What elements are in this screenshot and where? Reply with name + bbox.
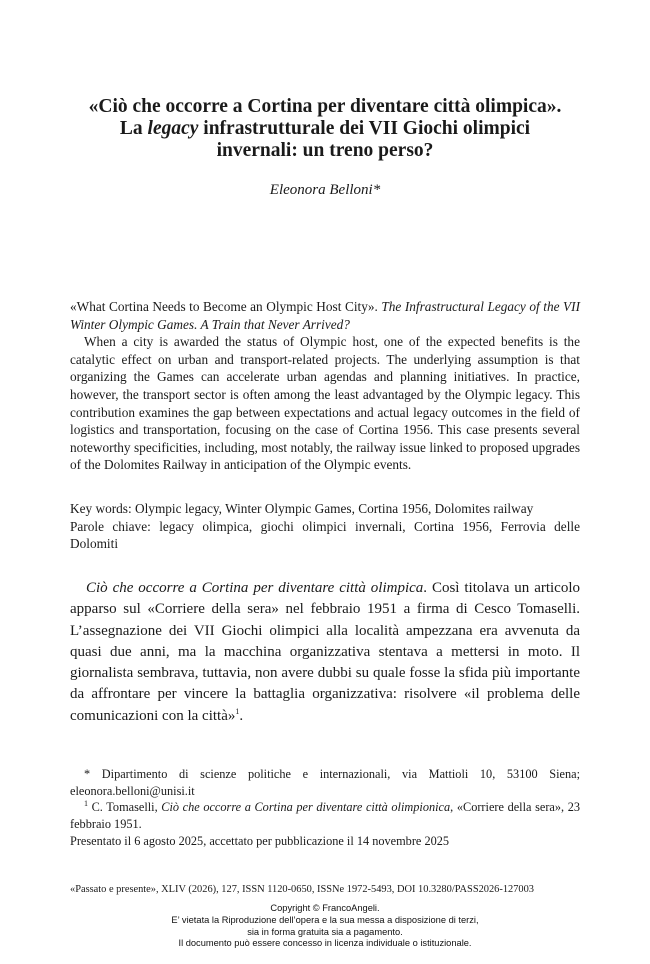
abstract-title-plain: «What Cortina Needs to Become an Olympic Host City».	[70, 299, 382, 314]
body-end: .	[239, 707, 244, 724]
copyright-line-2: E’ vietata la Riproduzione dell’opera e la sua messa a disposizione di terzi,	[171, 914, 479, 925]
keywords-block	[70, 500, 580, 553]
copyright-line-1: Copyright © FrancoAngeli.	[270, 903, 380, 913]
journal-citation: «Passato e presente», XLIV (2026), 127, ISSN 1120-0650, ISSNe 1972-5493, DOI 10.3280/PASS2026-127003	[70, 884, 535, 895]
copyright-line-4: Il documento può essere concesso in licenza individuale o istituzionale.	[178, 938, 472, 949]
footnote-1-plain: C. Tomaselli,	[88, 800, 162, 815]
title-line-2-prefix: La	[119, 118, 148, 139]
english-abstract	[70, 298, 580, 474]
title-line-1: «Ciò che occorre a Cortina per diventare città olimpica».	[88, 96, 562, 117]
author-name: Eleonora Belloni*	[269, 182, 381, 198]
keywords-italian: Parole chiave: legacy olimpica, giochi olimpici invernali, Cortina 1956, Ferrovia delle Dolomiti	[70, 518, 580, 552]
article-title	[60, 96, 590, 162]
submission-dates: Presentato il 6 agosto 2025, accettato per pubblicazione il 14 novembre 2025	[70, 834, 450, 848]
abstract-title	[70, 298, 580, 333]
footnotes	[70, 766, 580, 832]
body-text: . Così titolava un articolo apparso sul «Corriere della sera» nel febbraio 1951 a firma di Cesco Tomaselli. L’assegnazione dei VII Giochi olimpici alla località ampezzana era avvenuta da quasi due anni, ma la macchina organizzativa stentava a mettersi in moto. Il giornalista sembrava, tuttavia, non avere dubbi su quale fosse la sfida più importante da affrontare per vincere la battaglia organizzativa: risolvere «il problema delle comunicazioni con la città»	[70, 580, 581, 724]
abstract-text: When a city is awarded the status of Olympic host, one of the expected benefits is the catalytic effect on urban and transport-related projects. The underlying assumption is that organizing the Games can accelerate urban agendas and planning initiatives. In practice, however, the transport sector is often among the least advantaged by the Olympic legacy. This contribution examines the gap between expectations and actual legacy outcomes in the field of logistics and transportation, focusing on the case of Cortina 1956. This case presents several noteworthy specificities, including, most notably, the railway issue linked to proposed upgrades of the Dolomites Railway in anticipation of the Olympic events.	[70, 334, 580, 473]
footnote-1-italic: Ciò che occorre a Cortina per diventare città olimpionica	[161, 800, 451, 815]
abstract-title-italic: The Infrastructural Legacy of the VII Winter Olympic Games. A Train that Never Arrived?	[70, 299, 581, 332]
copyright-notice	[0, 903, 650, 950]
footnote-1-mark: 1	[84, 799, 88, 809]
copyright-line-3: sia in forma gratuita sia a pagamento.	[247, 926, 403, 937]
footnote-1	[70, 799, 580, 832]
body-paragraph	[70, 578, 580, 727]
title-line-2-rest: infrastrutturale dei VII Giochi olimpici	[198, 118, 531, 139]
footnote-ref-1[interactable]: 1	[235, 706, 240, 716]
title-line-2-italic: legacy	[147, 118, 199, 139]
footnote-1-rest: , «Corriere della sera», 23 febbraio 1951.	[70, 800, 580, 831]
keywords-english: Key words: Olympic legacy, Winter Olympic Games, Cortina 1956, Dolomites railway	[70, 501, 534, 516]
body-italic-lead: Ciò che occorre a Cortina per diventare città olimpica	[86, 580, 424, 596]
title-line-3: invernali: un treno perso?	[216, 140, 434, 161]
footnote-star: * Dipartimento di scienze politiche e internazionali, via Mattioli 10, 53100 Siena; eleonora.belloni@unisi.it	[70, 767, 580, 798]
